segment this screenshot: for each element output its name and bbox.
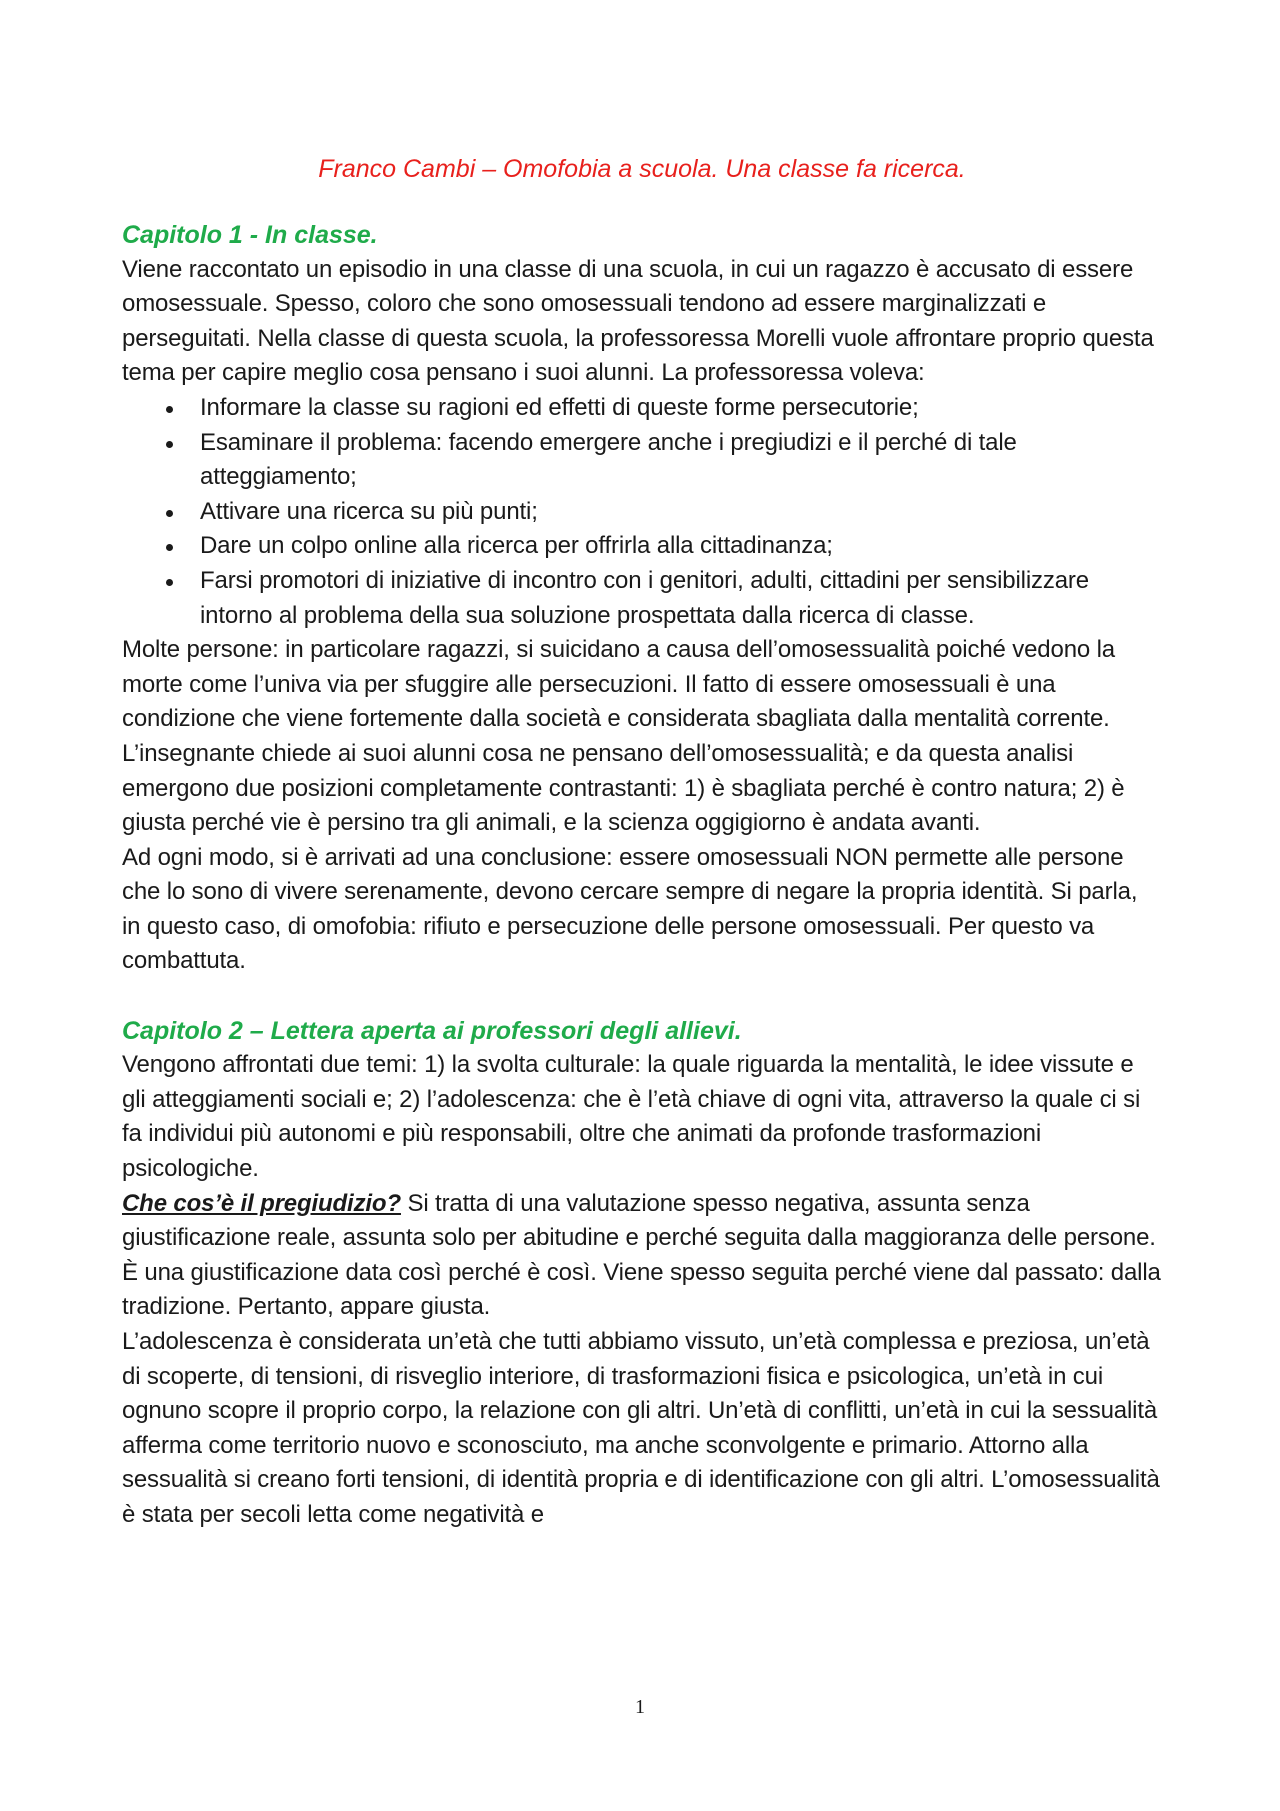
list-item xyxy=(122,529,1162,564)
chapter-2-paragraph-3: L’adolescenza è considerata un’età che tutti abbiamo vissuto, un’età complessa e preziosa, un’età di scoperte, di tensioni, di risveglio interiore, di trasformazioni fisica e psicologica, un’età in cui ognuno scopre il proprio corpo, la relazione con gli altri. Un’età di conflitti, un’età in cui la sessualità afferma come territorio nuovo e sconosciuto, ma anche sconvolgente e primario. Attorno alla sessualità si creano forti tensioni, di identità propria e di identificazione con gli altri. L’omosessualità è stata per secoli letta come negatività e xyxy=(122,1328,1160,1528)
list-item xyxy=(122,391,1162,426)
chapter-2-prejudice-paragraph xyxy=(122,1187,1162,1325)
list-item-text: Dare un colpo online alla ricerca per offrirla alla cittadinanza; xyxy=(200,532,833,560)
bullet-icon xyxy=(166,544,173,551)
chapter-1 xyxy=(122,218,1162,979)
list-item xyxy=(122,495,1162,530)
document-title: Franco Cambi – Omofobia a scuola. Una classe fa ricerca. xyxy=(318,155,966,183)
chapter-1-bullet-list xyxy=(122,391,1162,633)
prejudice-label: Che cos’è il pregiudizio? xyxy=(122,1189,401,1217)
list-item-text: Attivare una ricerca su più punti; xyxy=(200,497,538,525)
section-spacer xyxy=(122,979,1162,1014)
bullet-icon xyxy=(166,510,173,517)
list-item-text: Informare la classe su ragioni ed effetti di queste forme persecutorie; xyxy=(200,393,919,421)
chapter-1-intro: Viene raccontato un episodio in una classe di una scuola, in cui un ragazzo è accusato di essere omosessuale. Spesso, coloro che sono omosessuali tendono ad essere marginalizzati e perseguitati. Nella classe di questa scuola, la professoressa Morelli vuole affrontare proprio questa tema per capire meglio cosa pensano i suoi alunni. La professoressa voleva: xyxy=(122,255,1154,387)
list-item-text: Esaminare il problema: facendo emergere anche i pregiudizi e il perché di tale atteggiamento; xyxy=(200,428,1017,491)
chapter-2-paragraph-1: Vengono affrontati due temi: 1) la svolta culturale: la quale riguarda la mentalità, le idee vissute e gli atteggiamenti sociali e; 2) l’adolescenza: che è l’età chiave di ogni vita, attraverso la quale ci si fa individui più autonomi e più responsabili, oltre che animati da profonde trasformazioni psicologiche. xyxy=(122,1051,1141,1183)
chapter-1-paragraph-3: Ad ogni modo, si è arrivati ad una conclusione: essere omosessuali NON permette alle persone che lo sono di vivere serenamente, devono cercare sempre di negare la propria identità. Si parla, in questo caso, di omofobia: rifiuto e persecuzione delle persone omosessuali. Per questo va combattuta. xyxy=(122,843,1138,975)
chapter-2 xyxy=(122,1014,1162,1533)
page-number: 1 xyxy=(635,1696,645,1718)
prejudice-text: Si tratta di una valutazione spesso negativa, assunta senza giustificazione reale, assunta solo per abitudine e perché seguita dalla maggioranza delle persone. È una giustificazione data così perché è così. Viene spesso seguita perché viene dal passato: dalla tradizione. Pertanto, appare giusta. xyxy=(122,1189,1161,1321)
list-item-text: Farsi promotori di iniziative di incontro con i genitori, adulti, cittadini per sensibilizzare intorno al problema della sua soluzione prospettata dalla ricerca di classe. xyxy=(200,566,1089,629)
bullet-icon xyxy=(166,406,173,413)
list-item xyxy=(122,564,1162,633)
chapter-1-heading: Capitolo 1 - In classe. xyxy=(122,221,378,249)
chapter-2-heading: Capitolo 2 – Lettera aperta ai professori degli allievi. xyxy=(122,1016,742,1045)
bullet-icon xyxy=(166,441,173,448)
bullet-icon xyxy=(166,579,173,586)
chapter-1-paragraph-2: Molte persone: in particolare ragazzi, si suicidano a causa dell’omosessualità poiché vedono la morte come l’univa via per sfuggire alle persecuzioni. Il fatto di essere omosessuali è una condizione che viene fortemente dalla società e considerata sbagliata dalla mentalità corrente. L’insegnante chiede ai suoi alunni cosa ne pensano dell’omosessualità; e da questa analisi emergono due posizioni completamente contrastanti: 1) è sbagliata perché è contro natura; 2) è giusta perché vie è persino tra gli animali, e la scienza oggigiorno è andata avanti. xyxy=(122,636,1125,837)
list-item xyxy=(122,426,1162,495)
